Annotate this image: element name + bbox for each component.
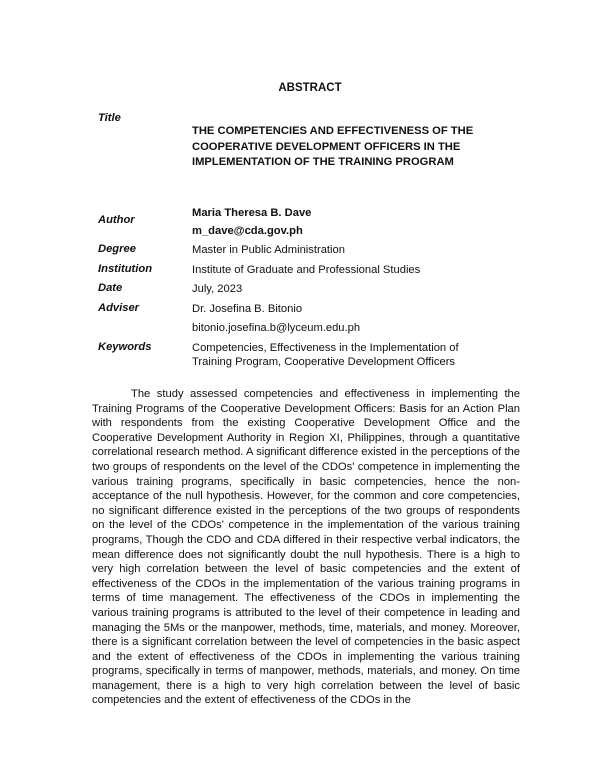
- keywords-value: Competencies, Effectiveness in the Implementation of Training Program, Cooperative Development Officers: [192, 342, 459, 368]
- institution-label: Institution: [98, 263, 153, 275]
- author-email: m_dave@cda.gov.ph: [192, 225, 303, 237]
- thesis-title: THE COMPETENCIES AND EFFECTIVENESS OF THE COOPERATIVE DEVELOPMENT OFFICERS IN THE IMPLEMENTATION OF THE TRAINING PROGRAM: [192, 125, 474, 168]
- author-label: Author: [98, 214, 135, 226]
- adviser-email: bitonio.josefina.b@lyceum.edu.ph: [192, 322, 361, 334]
- keywords-label: Keywords: [98, 341, 152, 353]
- adviser-label: Adviser: [98, 302, 140, 314]
- degree-value: Master in Public Administration: [192, 244, 345, 256]
- title-label: Title: [98, 112, 121, 124]
- author-name: Maria Theresa B. Dave: [192, 207, 312, 219]
- institution-value: Institute of Graduate and Professional Studies: [192, 264, 421, 276]
- adviser-name: Dr. Josefina B. Bitonio: [192, 303, 303, 315]
- abstract-body: The study assessed competencies and effectiveness in implementing the Training Programs of the Cooperative Development Officers: Basis for an Action Plan with respondents from the existing Cooperative Development Office and the Cooperative Development Authority in Region XI, Philippines, through a quantitative correlational research method. A significant difference existed in the perceptions of the two groups of respondents on the level of the CDOs' competence in implementing the various training programs, specifically in basic competencies, hence the non-acceptance of the null hypothesis. However, for the common and core competencies, no significant difference existed in the perceptions of the two groups of respondents on the level of the CDOs' competence in the implementation of the various training programs, Though the CDO and CDA differed in their respective verbal indicators, the mean difference does not significantly doubt the null hypothesis. There is a high to very high correlation between the level of basic competencies and the extent of effectiveness of the CDOs in the implementation of the various training programs in terms of time management. The effectiveness of the CDOs in implementing the various training programs is attributed to the level of their competence in leading and managing the 5Ms or the manpower, methods, time, materials, and money. Moreover, there is a significant correlation between the level of competencies in the basic aspect and the extent of effectiveness of the CDOs in implementing the various training programs, specifically in terms of manpower, methods, materials, and money. On time management, there is a high to very high correlation between the level of basic competencies and the extent of effectiveness of the CDOs in the: [92, 388, 520, 707]
- degree-label: Degree: [98, 243, 136, 255]
- date-value: July, 2023: [192, 283, 243, 295]
- abstract-heading: ABSTRACT: [278, 82, 342, 94]
- date-label: Date: [98, 282, 123, 294]
